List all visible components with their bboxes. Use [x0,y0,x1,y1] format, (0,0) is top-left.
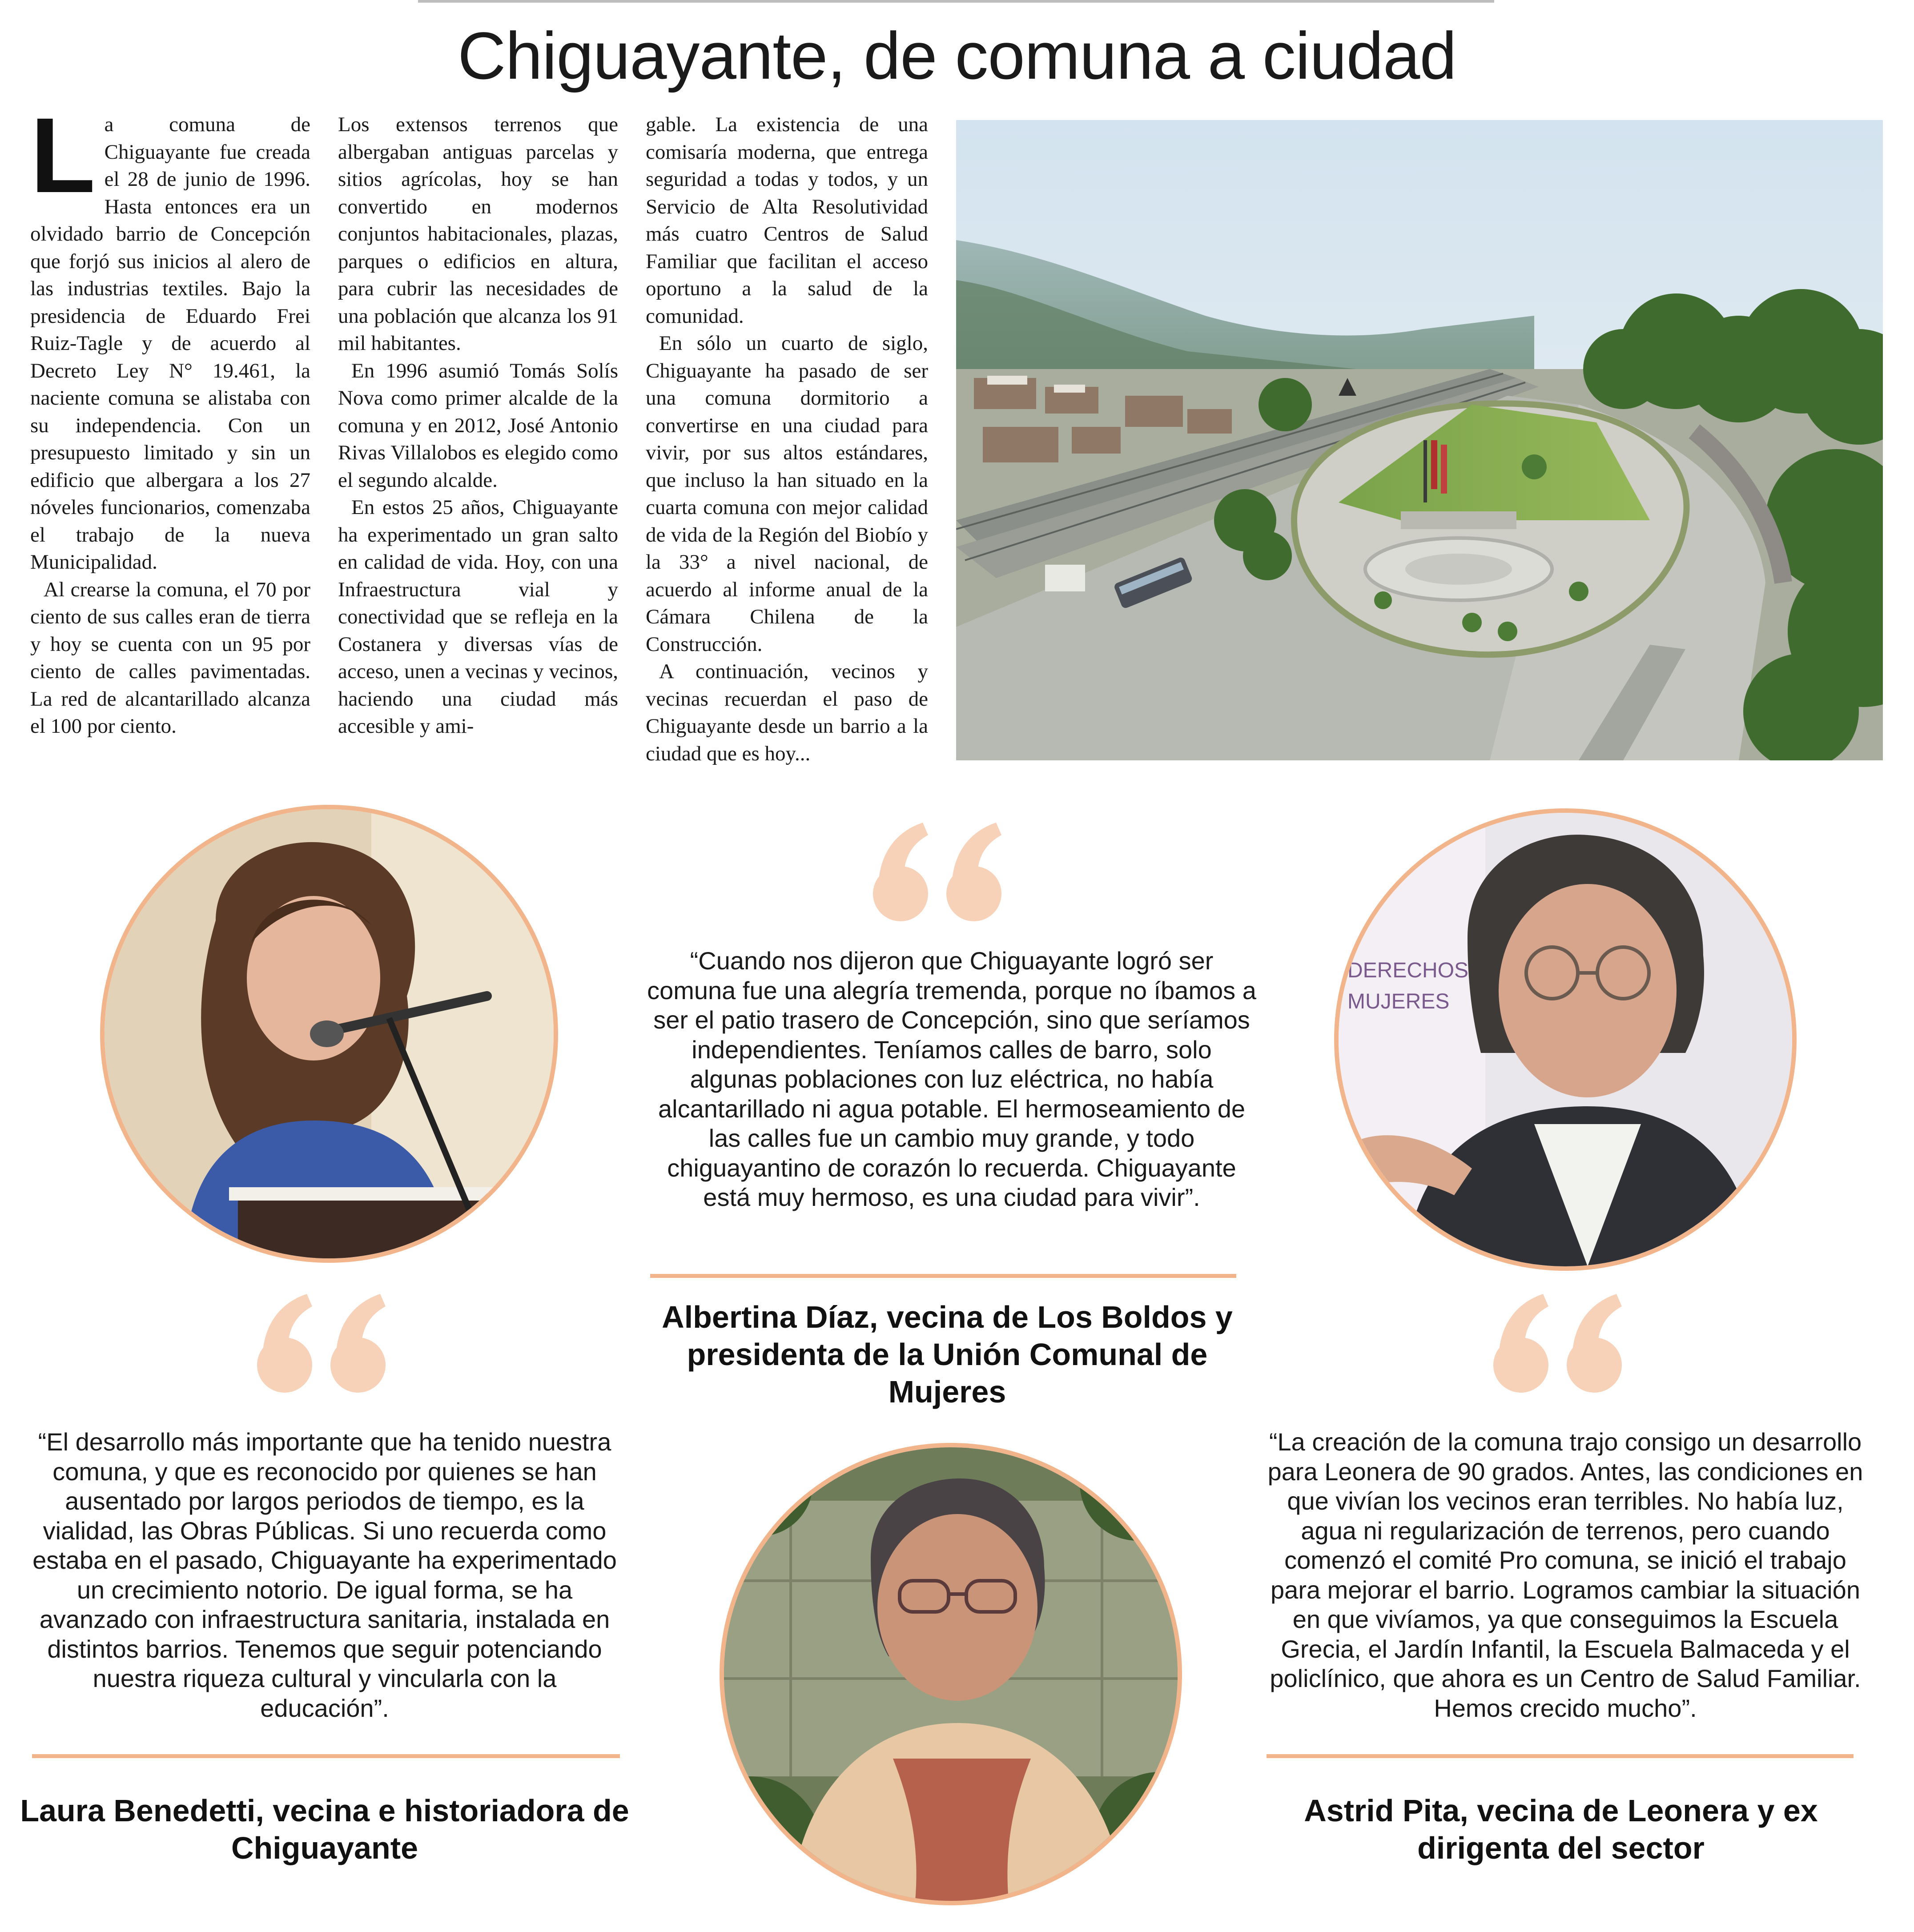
paragraph: En estos 25 años, Chiguayante ha experimentado un gran salto en calidad de vida. Hoy, con una Infraestructura vial y conectividad que se refleja en la Costanera y diversas vías de acceso, unen a vecinas y vecinos, haciendo una ciudad más accesible y ami- [338,496,618,738]
paragraph: a comuna de Chiguayante fue creada el 28 de junio de 1996. Hasta entonces era un olvidado barrio de Concepción que forjó sus inicios al alero de las industrias textiles. Bajo la presidencia de Eduardo Frei Ruiz-Tagle y de acuerdo al Decreto Ley N° 19.461, la naciente comuna se alistaba con su independencia. Con un presupuesto limitado y sin un edificio que albergara a los 27 nóveles funcionarios, comenzaba el trabajo de la nueva Municipalidad. [30,113,310,574]
woman-outdoor-photo-illustration [724,1447,1178,1901]
banner-text-2: MUJERES [1347,990,1450,1013]
paragraph: En 1996 asumió Tomás Solís Nova como primer alcalde de la comuna y en 2012, José Antonio Rivas Villalobos es elegido como el segundo alcalde. [338,359,618,492]
top-rule [418,0,1494,3]
divider-rule [650,1274,1236,1278]
quote-mark-icon [1490,1289,1637,1396]
attribution-laura: Laura Benedetti, vecina e historiadora de Chiguayante [20,1793,629,1865]
testimonial-quote-laura: “El desarrollo más importante que ha tenido nuestra comuna, y que es reconocido por quienes se han ausentado por largos periodos de tiempo, es la vialidad, las Obras Públicas. Si uno recuerda como estaba en el pasado, Chiguayante ha experimentado un crecimiento notorio. De igual forma, se ha avanzado con infraestructura sanitaria, instalada en distintos barrios. Tenemos que seguir potenciando nuestra riqueza cultural y vincularla con la educación”. [32,1428,617,1722]
paragraph: A continuación, vecinos y vecinas recuerdan el paso de Chiguayante desde un barrio a la ciudad que es hoy... [646,660,928,765]
attribution-astrid: Astrid Pita, vecina de Leonera y ex dirigenta del sector [1304,1793,1818,1865]
elderly-woman-photo-illustration [1339,813,1792,1266]
drop-cap: L [30,111,96,215]
article-column-3 [646,111,928,769]
portrait-albertina-diaz [1334,808,1797,1271]
article-column-2 [338,111,618,769]
testimonial-quote-albertina: “Cuando nos dijeron que Chiguayante logró ser comuna fue una alegría tremenda, porque no íbamos a ser el patio trasero de Concepción, sino que seríamos independientes. Teníamos calles de barro, solo algunas poblaciones con luz eléctrica, no había alcantarillado ni agua potable. El hermoseamiento de las calles fue un cambio muy grande, y todo chiguayantino de corazón lo recuerda. Chiguayante está muy hermoso, es una ciudad para vivir”. [647,947,1256,1211]
paragraph: Al crearse la comuna, el 70 por ciento de sus calles eran de tierra y hoy se cuenta con un 95 por ciento de calles pavimentadas. La red de alcantarillado alcanza el 100 por ciento. [30,578,310,738]
article-headline: Chiguayante, de comuna a ciudad [458,18,1456,93]
divider-rule [32,1754,620,1758]
quote-mark-icon [869,818,1016,925]
aerial-city-photo [956,120,1883,760]
quote-mark-icon [253,1289,400,1396]
article-column-1 [30,111,310,769]
paragraph: gable. La existencia de una comisaría moderna, que entrega seguridad a todas y todos, y un Servicio de Alta Resolutividad más cuatro Centros de Salud Familiar que facilitan el acceso oportuno a la salud de la comunidad. [646,113,928,328]
portrait-laura-benedetti [100,805,558,1263]
speaker-photo-illustration [105,809,554,1258]
testimonial-quote-astrid: “La creación de la comuna trajo consigo un desarrollo para Leonera de 90 grados. Antes, las condiciones en que vivían los vecinos eran terribles. No había luz, agua ni regularización de terrenos, pero cuando comenzó el comité Pro comuna, se inició el trabajo para mejorar el barrio. Logramos cambiar la situación en que vivíamos, ya que conseguimos la Escuela Grecia, el Jardín Infantil, la Escuela Balmaceda y el policlínico, que ahora es un Centro de Salud Familiar. Hemos crecido mucho”. [1267,1428,1863,1722]
portrait-astrid-pita [720,1443,1182,1905]
paragraph: Los extensos terrenos que albergaban antiguas parcelas y sitios agrícolas, hoy se han convertido en modernos conjuntos habitacionales, plazas, parques o edificios en altura, para cubrir las necesidades de una población que alcanza los 91 mil habitantes. [338,113,618,355]
aerial-photo-illustration [956,120,1883,760]
attribution-albertina: Albertina Díaz, vecina de Los Boldos y presidenta de la Unión Comunal de Mujeres [662,1300,1233,1409]
banner-text: DERECHOS [1347,959,1469,982]
divider-rule [1267,1754,1854,1758]
paragraph: En sólo un cuarto de siglo, Chiguayante ha pasado de ser una comuna dormitorio a convertirse en una ciudad para vivir, por sus altos estándares, que incluso la han situado en la cuarta comuna con mejor calidad de vida de la Región del Biobío y la 33° a nivel nacional, de acuerdo al informe anual de la Cámara Chilena de la Construcción. [646,332,928,656]
